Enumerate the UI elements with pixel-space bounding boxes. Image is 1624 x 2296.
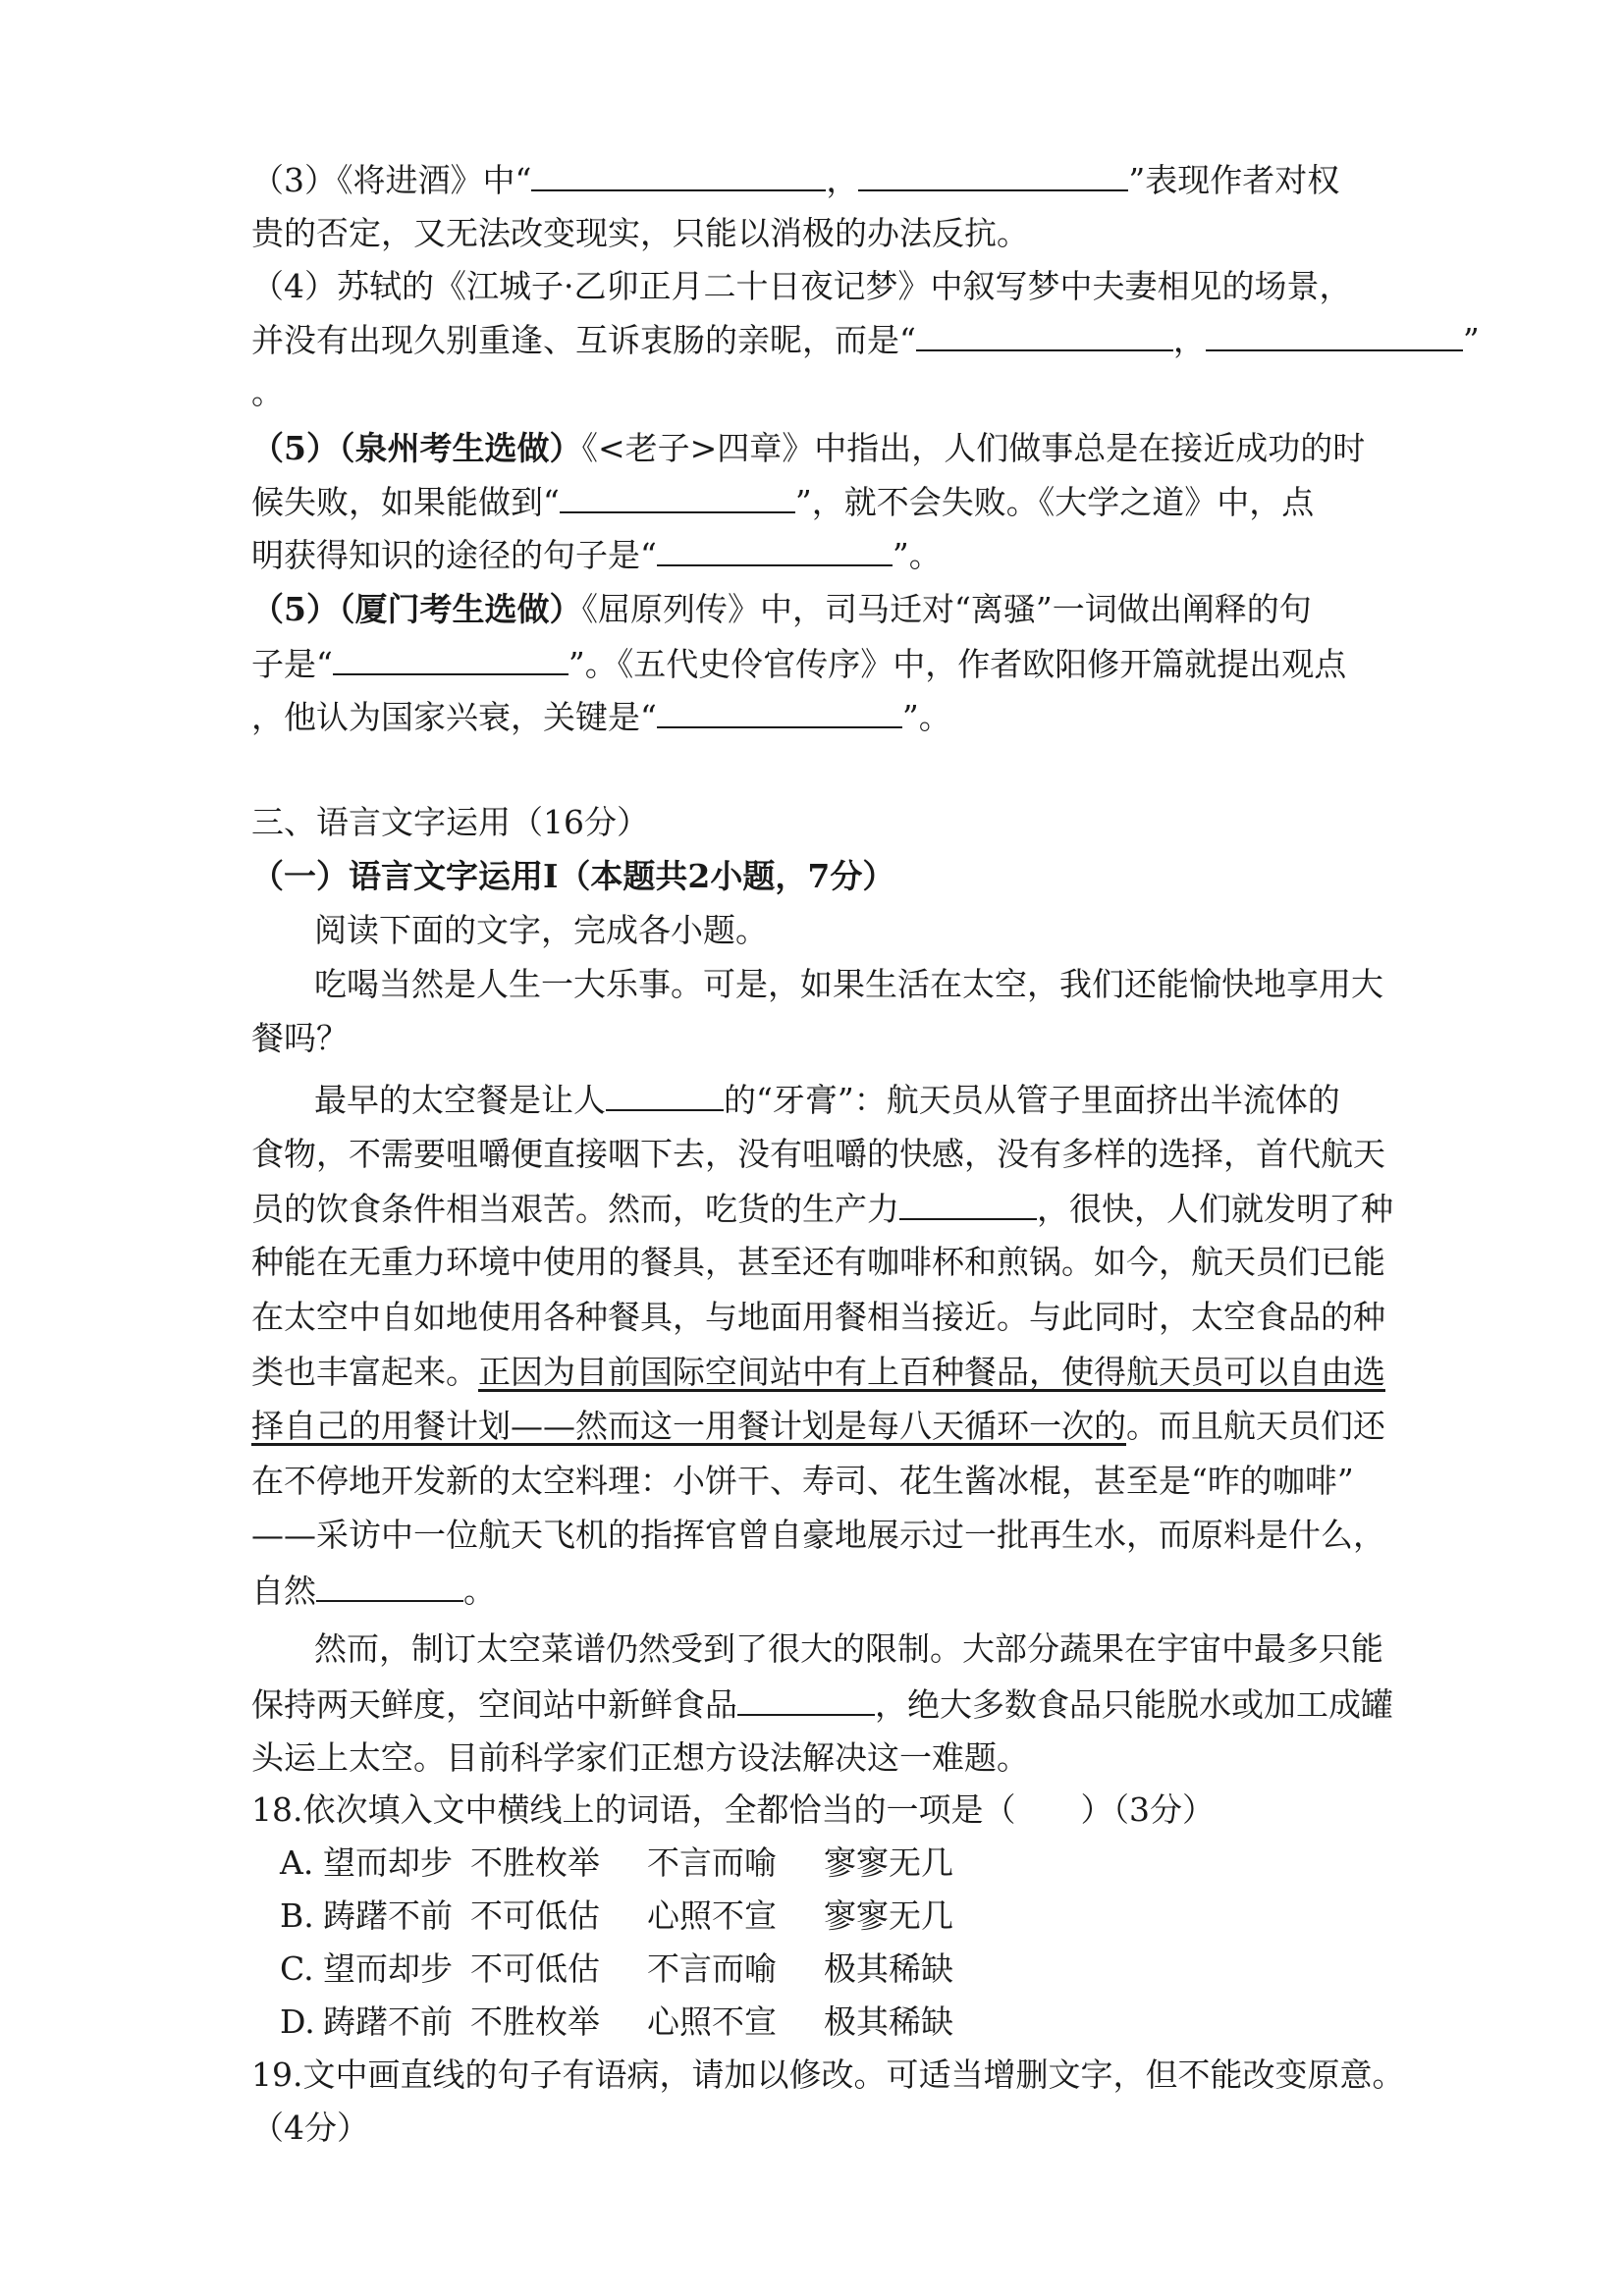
section-title: 三、语言文字运用（16分） <box>251 803 649 841</box>
option-word: 踌躇不前 <box>323 2002 453 2041</box>
passage-line: 在太空中自如地使用各种餐具，与地面用餐相当接近。与此同时，太空食品的种 <box>251 1298 1385 1336</box>
instruction: 阅读下面的文字，完成各小题。 <box>314 911 768 949</box>
option-word: 心照不宣 <box>647 2002 777 2041</box>
answer-blank[interactable] <box>916 320 1173 351</box>
passage-line: 吃喝当然是人生一大乐事。可是，如果生活在太空，我们还能愉快地享用大 <box>314 965 1383 1003</box>
q5-xiamen-line1: （5）（厦门考生选做）《屈原列传》中，司马迁对“离骚”一词做出阐释的句 <box>251 590 1312 628</box>
passage-blank-3[interactable] <box>316 1571 463 1602</box>
option-word: 踌躇不前 <box>323 1896 453 1935</box>
passage-line: ——采访中一位航天飞机的指挥官曾自豪地展示过一批再生水，而原料是什么， <box>251 1516 1385 1554</box>
option-word: 极其稀缺 <box>824 1949 953 1988</box>
option-word: 不言而喻 <box>647 1949 777 1988</box>
q18-option-b[interactable] <box>280 1896 953 1936</box>
option-letter: A. <box>280 1843 314 1882</box>
answer-blank[interactable] <box>333 644 568 675</box>
q18-option-c[interactable] <box>280 1949 953 1989</box>
option-word: 望而却步 <box>323 1843 453 1882</box>
underlined-sentence: 正因为目前国际空间站中有上百种餐品，使得航天员可以自由选 <box>478 1353 1385 1391</box>
q5-xiamen-line2: 子是“ ”。《五代史伶官传序》中，作者欧阳修开篇就提出观点 <box>251 645 1347 683</box>
subsection-title: （一）语言文字运用Ⅰ（本题共2小题，7分） <box>251 857 895 895</box>
q19-stem: 19.文中画直线的句子有语病，请加以修改。可适当增删文字，但不能改变原意。 <box>251 2056 1405 2094</box>
q4-line3: 。 <box>251 373 284 411</box>
passage-line: 餐吗？ <box>251 1019 349 1057</box>
passage-blank-2[interactable] <box>899 1189 1037 1220</box>
answer-blank[interactable] <box>531 160 826 191</box>
option-word: 不胜枚举 <box>470 2002 600 2041</box>
q5-quanzhou-line3: 明获得知识的途径的句子是“ ”。 <box>251 536 942 574</box>
passage-line: 头运上太空。目前科学家们正想方设法解决这一难题。 <box>251 1738 1029 1777</box>
option-word: 极其稀缺 <box>824 2002 953 2041</box>
option-word: 不言而喻 <box>647 1843 777 1882</box>
option-word: 不可低估 <box>470 1896 600 1935</box>
answer-blank[interactable] <box>657 697 902 728</box>
passage-line: 自然 。 <box>251 1572 496 1610</box>
q3-line2: 贵的否定，又无法改变现实，只能以消极的办法反抗。 <box>251 214 1029 252</box>
q4-line1: （4）苏轼的《江城子·乙卯正月二十日夜记梦》中叙写梦中夫妻相见的场景， <box>251 267 1352 305</box>
answer-blank[interactable] <box>560 482 795 513</box>
option-word: 不可低估 <box>470 1949 600 1988</box>
q18-stem: 18.依次填入文中横线上的词语，全都恰当的一项是（ ）（3分） <box>251 1790 1215 1829</box>
answer-blank[interactable] <box>1206 320 1463 351</box>
passage-line: 择自己的用餐计划——然而这一用餐计划是每八天循环一次的。而且航天员们还 <box>251 1407 1385 1445</box>
answer-blank[interactable] <box>657 535 893 566</box>
q18-option-a[interactable] <box>280 1843 953 1883</box>
q5-xiamen-line3: ，他认为国家兴衰，关键是“ ”。 <box>251 698 951 736</box>
option-letter: C. <box>280 1949 314 1988</box>
answer-blank[interactable] <box>858 160 1128 191</box>
option-word: 不胜枚举 <box>470 1843 600 1882</box>
passage-line: 员的饮食条件相当艰苦。然而，吃货的生产力 ，很快，人们就发明了种 <box>251 1190 1393 1228</box>
passage-blank-1[interactable] <box>606 1080 724 1111</box>
option-word: 心照不宣 <box>647 1896 777 1935</box>
option-word: 寥寥无几 <box>824 1843 953 1882</box>
option-word: 寥寥无几 <box>824 1896 953 1935</box>
passage-line: 最早的太空餐是让人 的“牙膏”：航天员从管子里面挤出半流体的 <box>314 1081 1340 1119</box>
passage-line: 在不停地开发新的太空料理：小饼干、寿司、花生酱冰棍，甚至是“昨的咖啡” <box>251 1462 1354 1500</box>
q5-quanzhou-line1: （5）（泉州考生选做）《<老子>四章》中指出，人们做事总是在接近成功的时 <box>251 429 1366 467</box>
option-letter: D. <box>280 2002 315 2041</box>
q4-line2: 并没有出现久别重逢、互诉衷肠的亲昵，而是“ ， ” <box>251 321 1480 359</box>
passage-line: 保持两天鲜度，空间站中新鲜食品 ，绝大多数食品只能脱水或加工成罐 <box>251 1685 1393 1724</box>
passage-line: 然而，制订太空菜谱仍然受到了很大的限制。大部分蔬果在宇宙中最多只能 <box>314 1629 1383 1668</box>
q5-quanzhou-line2: 候失败，如果能做到“ ”，就不会失败。《大学之道》中，点 <box>251 483 1315 521</box>
passage-line: 种能在无重力环境中使用的餐具，甚至还有咖啡杯和煎锅。如今，航天员们已能 <box>251 1243 1385 1281</box>
q19-score: （4分） <box>251 2109 369 2147</box>
passage-line: 食物，不需要咀嚼便直接咽下去，没有咀嚼的快感，没有多样的选择，首代航天 <box>251 1135 1385 1173</box>
passage-line: 类也丰富起来。正因为目前国际空间站中有上百种餐品，使得航天员可以自由选 <box>251 1353 1385 1391</box>
underlined-sentence: 择自己的用餐计划——然而这一用餐计划是每八天循环一次的 <box>251 1407 1126 1445</box>
passage-blank-4[interactable] <box>737 1684 875 1716</box>
q3-line1: （3）《将进酒》中“ ， ”表现作者对权 <box>251 161 1340 199</box>
option-word: 望而却步 <box>323 1949 453 1988</box>
q18-option-d[interactable] <box>280 2002 953 2042</box>
option-letter: B. <box>280 1896 314 1935</box>
